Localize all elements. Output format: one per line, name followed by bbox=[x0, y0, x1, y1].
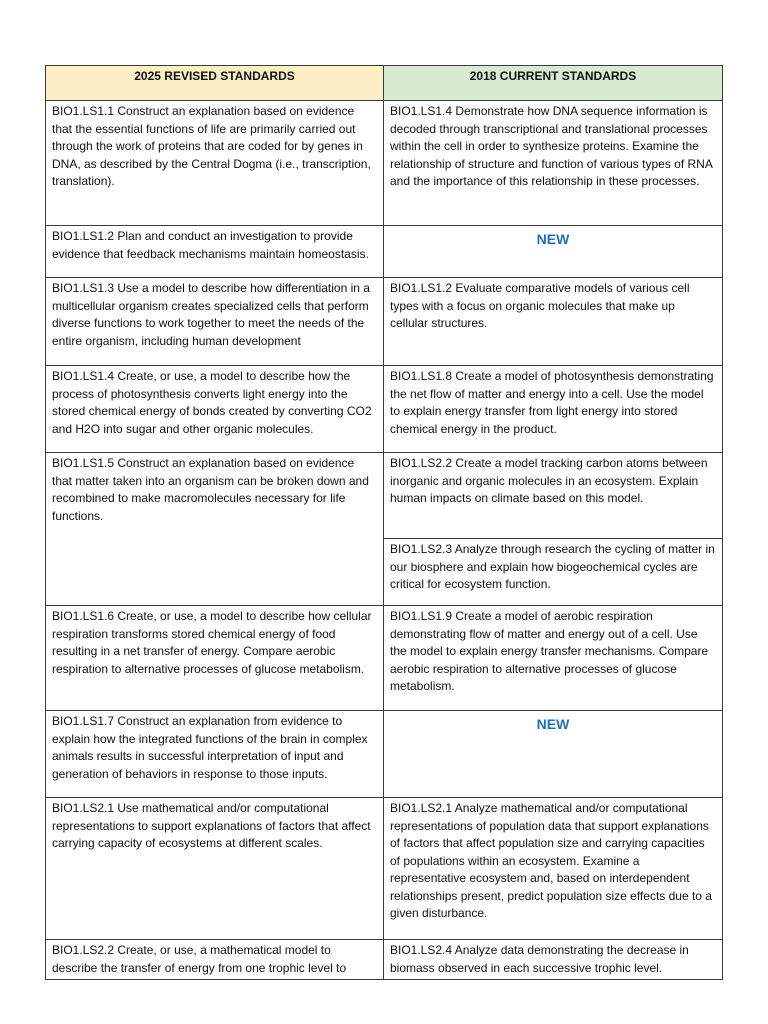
current-standard-cell: BIO1.LS1.4 Demonstrate how DNA sequence information is decoded through transcriptional and translational processes within the cell in order to synthesize proteins. Examine the relationship of structure and function of various types of RNA and the importance of this relationship in these processes. bbox=[384, 101, 723, 226]
revised-standard-cell: BIO1.LS1.4 Create, or use, a model to describe how the process of photosynthesis converts light energy into the stored chemical energy of bonds created by converting CO2 and H2O into sugar and other organic molecules. bbox=[46, 366, 384, 453]
revised-standard-cell: BIO1.LS1.3 Use a model to describe how differentiation in a multicellular organism creates specialized cells that perform diverse functions to work together to meet the needs of the entire organism, including human development bbox=[46, 278, 384, 366]
header-revised-standards: 2025 REVISED STANDARDS bbox=[46, 66, 384, 101]
standards-table bbox=[45, 65, 723, 980]
current-standard-cell: BIO1.LS2.2 Create a model tracking carbon atoms between inorganic and organic molecules in an ecosystem. Explain human impacts on climate based on this model. bbox=[384, 453, 723, 539]
revised-standard-cell: BIO1.LS1.7 Construct an explanation from evidence to explain how the integrated functions of the brain in complex animals results in successful interpretation of input and generation of behaviors in response to those inputs. bbox=[46, 711, 384, 798]
revised-standard-cell: BIO1.LS2.2 Create, or use, a mathematical model to describe the transfer of energy from one trophic level to bbox=[46, 940, 384, 980]
current-standard-cell: BIO1.LS2.3 Analyze through research the cycling of matter in our biosphere and explain how biogeochemical cycles are critical for ecosystem function. bbox=[384, 539, 723, 606]
table-row bbox=[46, 940, 723, 980]
table-row bbox=[46, 798, 723, 940]
table-row bbox=[46, 453, 723, 539]
current-standard-cell: BIO1.LS2.1 Analyze mathematical and/or computational representations of population data that support explanations of factors that affect population size and carrying capacities of populations within an ecosystem. Examine a representative ecosystem and, based on interdependent relationships present, predict population size effects due to a given disturbance. bbox=[384, 798, 723, 940]
current-standard-cell: BIO1.LS2.4 Analyze data demonstrating the decrease in biomass observed in each successive trophic level. bbox=[384, 940, 723, 980]
new-label: NEW bbox=[536, 231, 570, 247]
table-row bbox=[46, 226, 723, 278]
current-standard-cell: BIO1.LS1.2 Evaluate comparative models of various cell types with a focus on organic molecules that make up cellular structures. bbox=[384, 278, 723, 366]
current-standard-cell bbox=[384, 711, 723, 798]
current-standard-cell bbox=[384, 226, 723, 278]
table-row bbox=[46, 366, 723, 453]
table-row bbox=[46, 711, 723, 798]
revised-standard-cell: BIO1.LS1.2 Plan and conduct an investigation to provide evidence that feedback mechanisms maintain homeostasis. bbox=[46, 226, 384, 278]
revised-standard-cell: BIO1.LS2.1 Use mathematical and/or computational representations to support explanations of factors that affect carrying capacity of ecosystems at different scales. bbox=[46, 798, 384, 940]
table-row bbox=[46, 278, 723, 366]
revised-standard-cell: BIO1.LS1.1 Construct an explanation based on evidence that the essential functions of life are primarily carried out through the work of proteins that are coded for by genes in DNA, as described by the Central Dogma (i.e., transcription, translation). bbox=[46, 101, 384, 226]
new-label: NEW bbox=[536, 716, 570, 732]
table-row bbox=[46, 101, 723, 226]
current-standard-cell: BIO1.LS1.8 Create a model of photosynthesis demonstrating the net flow of matter and energy into a cell. Use the model to explain energy transfer from light energy into stored chemical energy in the product. bbox=[384, 366, 723, 453]
revised-standard-cell: BIO1.LS1.5 Construct an explanation based on evidence that matter taken into an organism can be broken down and recombined to make macromolecules necessary for life functions. bbox=[46, 453, 384, 606]
revised-standard-cell: BIO1.LS1.6 Create, or use, a model to describe how cellular respiration transforms stored chemical energy of food resulting in a net transfer of energy. Compare aerobic respiration to alternative processes of glucose metabolism. bbox=[46, 606, 384, 711]
header-current-standards: 2018 CURRENT STANDARDS bbox=[384, 66, 723, 101]
current-standard-cell: BIO1.LS1.9 Create a model of aerobic respiration demonstrating flow of matter and energy out of a cell. Use the model to explain energy transfer mechanisms. Compare aerobic respiration to alternative processes of glucose metabolism. bbox=[384, 606, 723, 711]
header-row bbox=[46, 66, 723, 101]
table-row bbox=[46, 606, 723, 711]
